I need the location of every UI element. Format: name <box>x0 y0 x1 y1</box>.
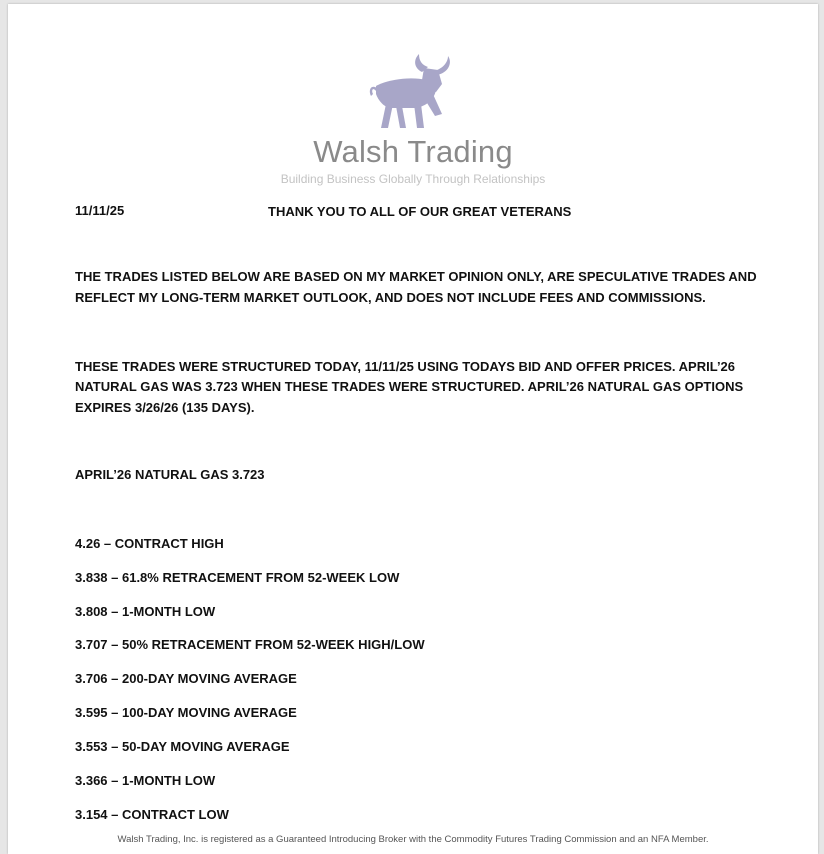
level-item: 3.707 – 50% RETRACEMENT FROM 52-WEEK HIGH/LOW <box>75 637 425 652</box>
level-item: 3.154 – CONTRACT LOW <box>75 807 229 822</box>
footer-disclaimer: Walsh Trading, Inc. is registered as a Guaranteed Introducing Broker with the Commodity Futures Trading Commission and an NFA Member. <box>117 834 709 845</box>
document-title: THANK YOU TO ALL OF OUR GREAT VETERANS <box>268 204 572 219</box>
structure-line-1: THESE TRADES WERE STRUCTURED TODAY, 11/11/25 USING TODAYS BID AND OFFER PRICES. APRIL’26 <box>75 359 736 374</box>
document-page <box>8 4 818 854</box>
document-date: 11/11/25 <box>75 203 125 218</box>
bull-icon <box>364 50 464 132</box>
level-item: 3.838 – 61.8% RETRACEMENT FROM 52-WEEK LOW <box>75 570 400 585</box>
disclaimer-line-2: REFLECT MY LONG-TERM MARKET OUTLOOK, AND DOES NOT INCLUDE FEES AND COMMISSIONS. <box>75 290 706 305</box>
level-item: 3.366 – 1-MONTH LOW <box>75 773 216 788</box>
company-logo <box>8 50 818 190</box>
level-item: 3.808 – 1-MONTH LOW <box>75 604 216 619</box>
structure-line-3: EXPIRES 3/26/26 (135 DAYS). <box>75 400 255 415</box>
level-item: 3.553 – 50-DAY MOVING AVERAGE <box>75 739 290 754</box>
brand-name: Walsh Trading <box>313 134 513 169</box>
level-item: 3.706 – 200-DAY MOVING AVERAGE <box>75 671 297 686</box>
current-price: APRIL’26 NATURAL GAS 3.723 <box>75 467 265 482</box>
level-item: 3.595 – 100-DAY MOVING AVERAGE <box>75 705 297 720</box>
level-item: 4.26 – CONTRACT HIGH <box>75 536 224 551</box>
brand-tagline: Building Business Globally Through Relationships <box>280 172 546 186</box>
structure-line-2: NATURAL GAS WAS 3.723 WHEN THESE TRADES WERE STRUCTURED. APRIL’26 NATURAL GAS OPTIONS <box>75 379 744 394</box>
disclaimer-line-1: THE TRADES LISTED BELOW ARE BASED ON MY MARKET OPINION ONLY, ARE SPECULATIVE TRADES AND <box>75 269 757 284</box>
